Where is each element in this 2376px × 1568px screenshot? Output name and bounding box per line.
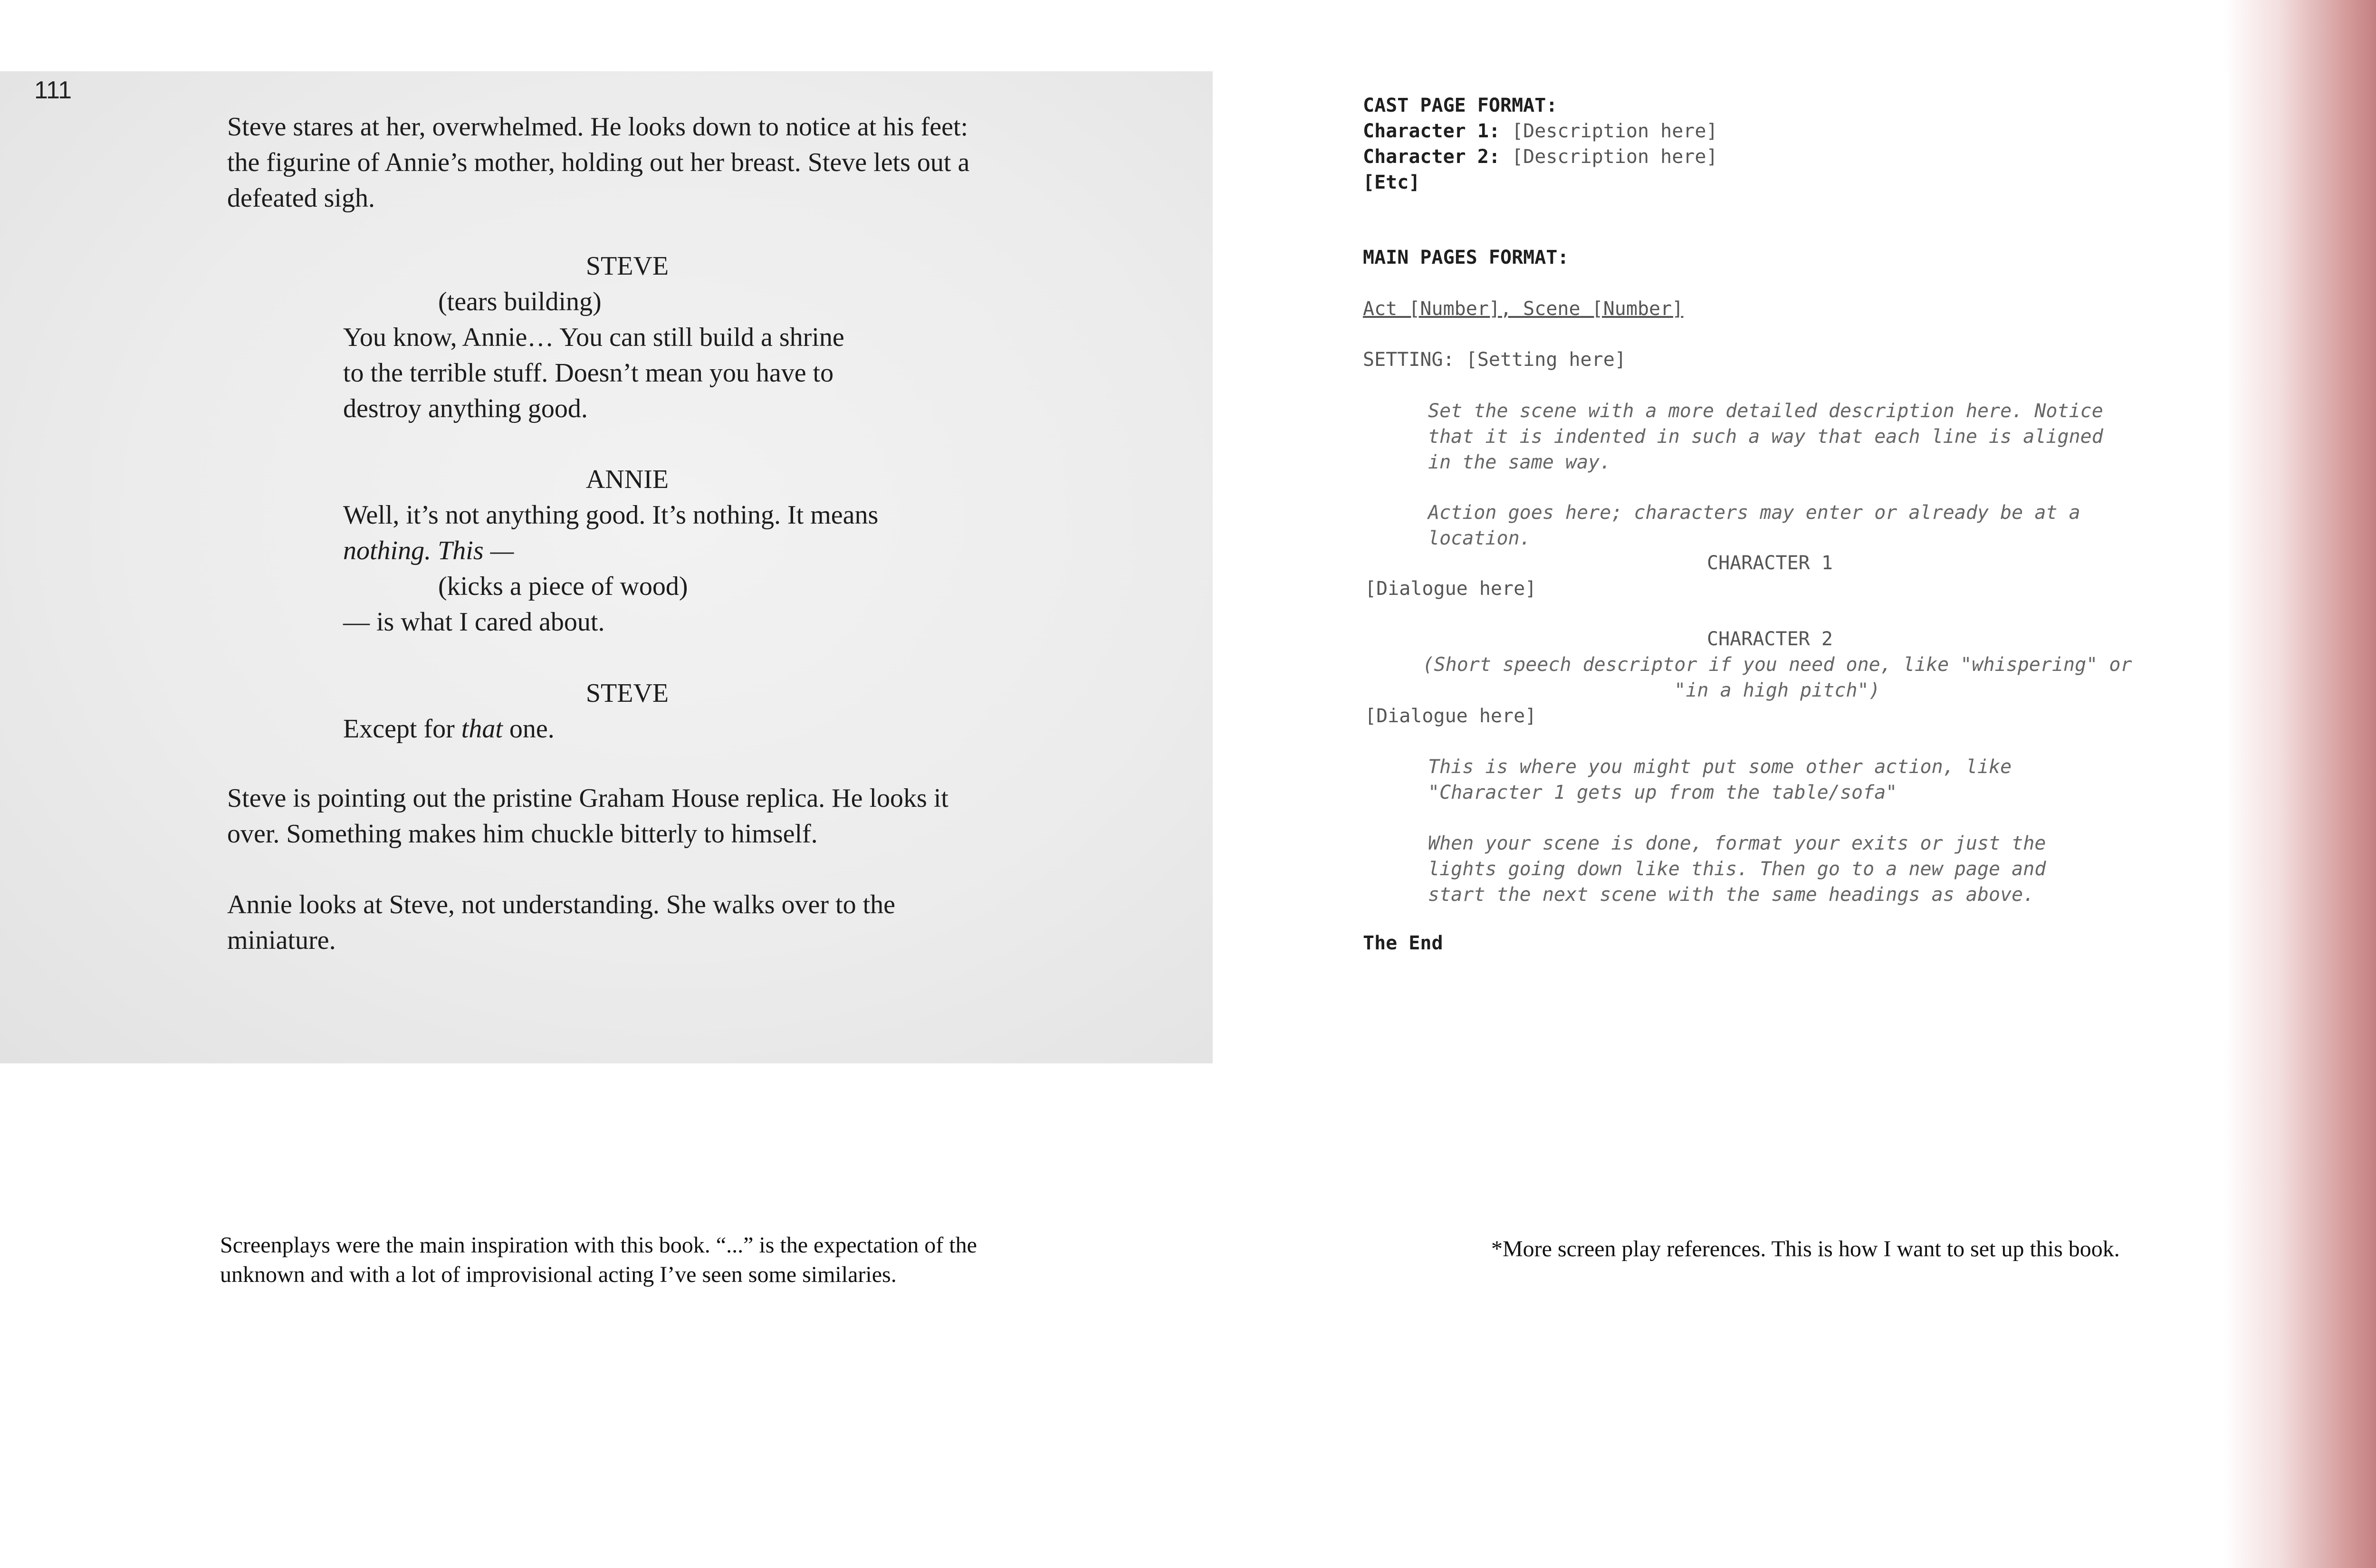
dialogue-block-1 xyxy=(343,320,844,427)
dialogue-text: Except for xyxy=(343,714,461,744)
action-block xyxy=(1428,500,2080,551)
speaker-steve: STEVE xyxy=(585,251,669,281)
dialogue-placeholder: [Dialogue here] xyxy=(1365,578,1537,600)
action-line: Steve stares at her, overwhelmed. He looks down to notice at his feet: xyxy=(227,112,968,142)
action-line: Steve is pointing out the pristine Graham House replica. He looks it xyxy=(227,784,948,813)
action-block-2 xyxy=(227,781,948,852)
action-line: Action goes here; characters may enter or already be at a xyxy=(1428,502,2080,524)
action-line: This is where you might put some other action, like xyxy=(1428,756,2012,778)
dialogue-placeholder: [Dialogue here] xyxy=(1365,705,1537,727)
the-end: The End xyxy=(1363,932,1443,954)
main-heading: MAIN PAGES FORMAT: xyxy=(1363,247,1569,268)
page-number: 111 xyxy=(34,76,72,104)
action-line: "Character 1 gets up from the table/sofa" xyxy=(1428,782,1897,803)
dialogue-line: You know, Annie… You can still build a shrine xyxy=(343,323,844,352)
action-line: location. xyxy=(1428,527,1531,549)
screenplay-template xyxy=(1326,71,2229,1041)
setting-line: SETTING: [Setting here] xyxy=(1363,349,1626,371)
description-line: Set the scene with a more detailed description here. Notice xyxy=(1428,400,2103,422)
action-line: Annie looks at Steve, not understanding. She walks over to the xyxy=(227,890,895,919)
caption-right: *More screen play references. This is how I want to set up this book. xyxy=(1491,1236,2120,1262)
parenthetical: (kicks a piece of wood) xyxy=(438,572,688,601)
character-2-name: CHARACTER 2 xyxy=(1707,628,1833,650)
dialogue-line: to the terrible stuff. Doesn’t mean you have to xyxy=(343,358,834,388)
speaker-steve: STEVE xyxy=(585,679,669,708)
caption-line: Screenplays were the main inspiration with this book. “...” is the expectation of the xyxy=(220,1233,977,1258)
screenplay-scan xyxy=(0,71,1213,1063)
dialogue-line: Well, it’s not anything good. It’s nothing. It means xyxy=(343,500,879,530)
speaker-annie: ANNIE xyxy=(585,465,669,494)
action-block-1 xyxy=(227,109,969,216)
caption-line: unknown and with a lot of improvisional acting I’ve seen some similaries. xyxy=(220,1262,897,1287)
cast-heading: CAST PAGE FORMAT: xyxy=(1363,95,1558,116)
descriptor-line: "in a high pitch") xyxy=(1674,679,1880,701)
cast-description: [Description here] xyxy=(1500,120,1718,142)
page-edge-gradient xyxy=(2224,0,2376,1568)
action-line: over. Something makes him chuckle bitterly to himself. xyxy=(227,819,818,849)
dialogue-line xyxy=(343,711,555,747)
cast-label: Character 1: xyxy=(1363,120,1500,142)
exit-line: When your scene is done, format your exits or just the xyxy=(1428,832,2046,854)
cast-label: Character 2: xyxy=(1363,146,1500,168)
cast-etc: [Etc] xyxy=(1363,172,1420,193)
dialogue-text: one. xyxy=(502,714,555,744)
cast-line-2 xyxy=(1363,144,1718,170)
act-scene-heading: Act [Number], Scene [Number] xyxy=(1363,298,1684,320)
description-line: in the same way. xyxy=(1428,451,1611,473)
dialogue-line: destroy anything good. xyxy=(343,394,588,423)
action-line: defeated sigh. xyxy=(227,183,375,213)
speech-descriptor xyxy=(1326,652,2229,703)
description-line: that it is indented in such a way that each line is aligned xyxy=(1428,426,2103,448)
dialogue-emphasis: that xyxy=(461,714,503,744)
cast-description: [Description here] xyxy=(1500,146,1718,168)
exit-line: lights going down like this. Then go to a new page and xyxy=(1428,858,2046,880)
other-action-block xyxy=(1428,754,2012,805)
dialogue-line: — is what I cared about. xyxy=(343,607,605,637)
action-line: miniature. xyxy=(227,926,336,955)
dialogue-line: nothing. This — xyxy=(343,536,514,565)
exit-line: start the next scene with the same headings as above. xyxy=(1428,884,2035,906)
action-block-3 xyxy=(227,887,895,958)
caption-left xyxy=(220,1231,977,1290)
action-line: the figurine of Annie’s mother, holding out her breast. Steve lets out a xyxy=(227,148,970,177)
description-block xyxy=(1428,398,2103,475)
character-1-name: CHARACTER 1 xyxy=(1707,552,1833,574)
cast-line-1 xyxy=(1363,118,1718,144)
parenthetical: (tears building) xyxy=(438,287,602,316)
descriptor-line: (Short speech descriptor if you need one, like "whispering" or xyxy=(1422,654,2132,676)
exit-note-block xyxy=(1428,831,2046,908)
